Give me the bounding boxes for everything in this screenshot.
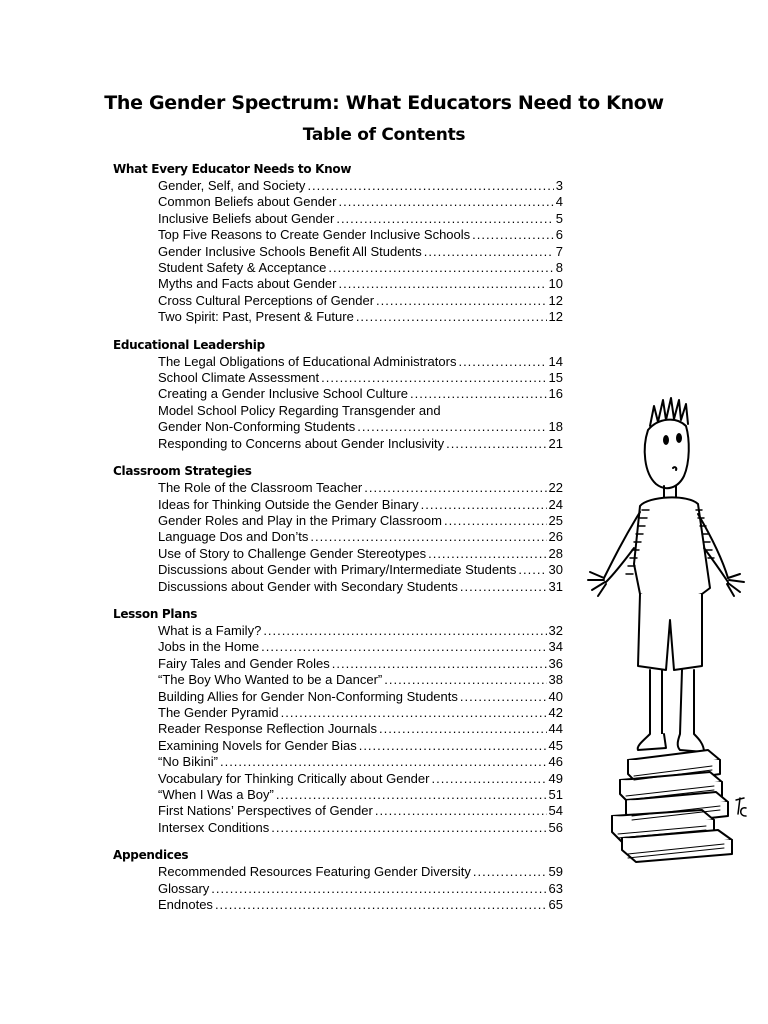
dot-leader bbox=[338, 194, 553, 210]
toc-section bbox=[113, 606, 563, 836]
entry-title: Discussions about Gender with Secondary Students bbox=[158, 578, 458, 594]
entry-page-number: 7 bbox=[555, 243, 563, 259]
entry-title: Glossary bbox=[158, 880, 210, 896]
toc-entry bbox=[158, 864, 563, 880]
entry-page-number: 49 bbox=[548, 770, 563, 786]
toc-entry-line bbox=[158, 672, 563, 688]
dot-leader bbox=[375, 803, 547, 819]
toc-entry bbox=[158, 227, 563, 243]
toc-entry bbox=[158, 803, 563, 819]
dot-leader bbox=[460, 579, 547, 595]
dot-leader bbox=[473, 864, 547, 880]
entry-page-number: 8 bbox=[555, 260, 563, 276]
entry-page-number: 3 bbox=[555, 178, 563, 193]
toc-entry-line bbox=[158, 689, 563, 705]
entry-page-number: 40 bbox=[548, 688, 563, 704]
entry-title: Gender Non-Conforming Students bbox=[158, 419, 356, 435]
toc-entry bbox=[158, 579, 563, 595]
entry-page-number: 56 bbox=[548, 819, 563, 835]
entry-title: Student Safety & Acceptance bbox=[158, 260, 327, 276]
toc-entry bbox=[158, 639, 563, 655]
entry-page-number: 38 bbox=[548, 672, 563, 688]
toc-entry-line bbox=[158, 419, 563, 435]
entry-title: Language Dos and Don’ts bbox=[158, 529, 309, 545]
entry-page-number: 12 bbox=[548, 292, 563, 308]
dot-leader bbox=[446, 436, 546, 452]
toc-entry bbox=[158, 260, 563, 276]
toc-entry bbox=[158, 881, 563, 897]
toc-entry bbox=[158, 480, 563, 496]
toc-entry bbox=[158, 370, 563, 386]
entry-title: Intersex Conditions bbox=[158, 819, 270, 835]
toc-entry-list bbox=[113, 354, 563, 452]
entry-title: Vocabulary for Thinking Critically about Gender bbox=[158, 770, 430, 786]
toc-entry bbox=[158, 276, 563, 292]
dot-leader bbox=[359, 738, 547, 754]
toc-entry-line bbox=[158, 820, 563, 836]
page-subtitle: Table of Contents bbox=[302, 125, 466, 145]
toc-entry bbox=[158, 211, 563, 227]
dot-leader bbox=[518, 562, 546, 578]
entry-page-number: 44 bbox=[548, 721, 563, 737]
dot-leader bbox=[428, 546, 546, 562]
section-heading: Educational Leadership bbox=[113, 337, 265, 352]
toc-entry bbox=[158, 386, 563, 402]
dot-leader bbox=[357, 419, 546, 435]
entry-page-number: 34 bbox=[548, 639, 563, 655]
entry-title: “No Bikini” bbox=[158, 754, 218, 770]
toc-entry bbox=[158, 672, 563, 688]
toc-entry-line bbox=[158, 881, 563, 897]
entry-title: Examining Novels for Gender Bias bbox=[158, 737, 357, 753]
toc-entry bbox=[158, 194, 563, 210]
toc-entry-line bbox=[158, 497, 563, 513]
entry-title: Jobs in the Home bbox=[158, 639, 260, 655]
toc-entry-line bbox=[158, 309, 563, 325]
toc-entry-line bbox=[158, 803, 563, 819]
toc-entry-line bbox=[158, 354, 563, 370]
toc-entry-list bbox=[113, 178, 563, 326]
dot-leader bbox=[472, 227, 554, 243]
entry-title: Gender Inclusive Schools Benefit All Students bbox=[158, 243, 422, 259]
toc-entry bbox=[158, 771, 563, 787]
dot-leader bbox=[263, 623, 546, 639]
dot-leader bbox=[281, 705, 547, 721]
toc-entry-line bbox=[158, 480, 563, 496]
section-heading: What Every Educator Needs to Know bbox=[113, 162, 352, 176]
toc-entry-line bbox=[158, 787, 563, 803]
dot-leader bbox=[410, 386, 547, 402]
toc-entry-line bbox=[158, 244, 563, 260]
toc-entry bbox=[158, 787, 563, 803]
entry-page-number: 42 bbox=[548, 704, 563, 720]
toc-entry bbox=[158, 656, 563, 672]
toc-entry-line bbox=[158, 864, 563, 880]
entry-title: Gender Roles and Play in the Primary Classroom bbox=[158, 512, 442, 528]
toc-entry-line bbox=[158, 276, 563, 292]
entry-page-number: 15 bbox=[548, 370, 563, 386]
dot-leader bbox=[220, 754, 547, 770]
entry-title: The Legal Obligations of Educational Administrators bbox=[158, 353, 457, 369]
entry-page-number: 31 bbox=[548, 578, 563, 594]
entry-title: What is a Family? bbox=[158, 622, 262, 638]
entry-title: “When I Was a Boy” bbox=[158, 787, 274, 802]
entry-title: “The Boy Who Wanted to be a Dancer” bbox=[158, 672, 383, 688]
dot-leader bbox=[215, 897, 547, 913]
toc-entry-line bbox=[158, 370, 563, 386]
toc-entry-line bbox=[158, 721, 563, 737]
entry-page-number: 14 bbox=[548, 353, 563, 369]
entry-page-number: 22 bbox=[548, 480, 563, 496]
toc-entry-line bbox=[158, 656, 563, 672]
toc-section bbox=[113, 161, 563, 326]
toc-entry bbox=[158, 309, 563, 325]
entry-page-number: 25 bbox=[548, 512, 563, 528]
entry-page-number: 30 bbox=[548, 562, 563, 578]
entry-page-number: 12 bbox=[548, 309, 563, 325]
dot-leader bbox=[332, 656, 547, 672]
entry-title: Reader Response Reflection Journals bbox=[158, 721, 377, 737]
entry-title: Gender, Self, and Society bbox=[158, 178, 306, 193]
toc-entry bbox=[158, 897, 563, 913]
entry-page-number: 63 bbox=[548, 880, 563, 896]
entry-title: Use of Story to Challenge Gender Stereotypes bbox=[158, 545, 427, 561]
toc-entry-line bbox=[158, 403, 563, 419]
entry-page-number: 59 bbox=[548, 864, 563, 880]
entry-page-number: 21 bbox=[548, 435, 563, 451]
toc-entry-line bbox=[158, 436, 563, 452]
toc-entry-list bbox=[113, 623, 563, 836]
toc-entry-line bbox=[158, 546, 563, 562]
toc-section bbox=[113, 337, 563, 452]
toc-entry-line bbox=[158, 227, 563, 243]
entry-page-number: 51 bbox=[548, 787, 563, 802]
toc-entry-line bbox=[158, 639, 563, 655]
section-heading: Lesson Plans bbox=[113, 606, 198, 621]
toc-entry-line bbox=[158, 562, 563, 578]
entry-title: Myths and Facts about Gender bbox=[158, 276, 337, 292]
toc-entry-line bbox=[158, 771, 563, 787]
entry-title: Responding to Concerns about Gender Inclusivity bbox=[158, 435, 445, 451]
entry-page-number: 45 bbox=[548, 737, 563, 753]
entry-page-number: 54 bbox=[548, 803, 563, 819]
entry-title: Model School Policy Regarding Transgender and bbox=[158, 402, 441, 418]
dot-leader bbox=[458, 354, 546, 370]
entry-title: Creating a Gender Inclusive School Culture bbox=[158, 386, 409, 402]
entry-page-number: 5 bbox=[555, 210, 563, 226]
toc-entry bbox=[158, 403, 563, 436]
entry-page-number: 36 bbox=[548, 655, 563, 671]
dot-leader bbox=[321, 370, 546, 386]
dot-leader bbox=[421, 497, 547, 513]
entry-title: The Role of the Classroom Teacher bbox=[158, 480, 363, 496]
entry-page-number: 18 bbox=[548, 419, 563, 435]
toc-entry-line bbox=[158, 623, 563, 639]
dot-leader bbox=[364, 480, 546, 496]
dot-leader bbox=[211, 881, 546, 897]
toc-entry bbox=[158, 820, 563, 836]
entry-page-number: 26 bbox=[548, 529, 563, 545]
dot-leader bbox=[460, 689, 547, 705]
toc-section bbox=[113, 847, 563, 913]
toc-entry bbox=[158, 623, 563, 639]
entry-title: Recommended Resources Featuring Gender Diversity bbox=[158, 864, 471, 880]
dot-leader bbox=[431, 771, 546, 787]
toc-entry-line bbox=[158, 211, 563, 227]
dot-leader bbox=[336, 211, 553, 227]
table-of-contents bbox=[113, 161, 563, 924]
dot-leader bbox=[384, 672, 546, 688]
toc-entry-line bbox=[158, 705, 563, 721]
dot-leader bbox=[271, 820, 546, 836]
entry-title: Building Allies for Gender Non-Conforming Students bbox=[158, 688, 458, 704]
entry-page-number: 16 bbox=[548, 386, 563, 402]
toc-entry bbox=[158, 178, 563, 194]
toc-entry bbox=[158, 546, 563, 562]
entry-title: The Gender Pyramid bbox=[158, 704, 279, 720]
toc-entry bbox=[158, 705, 563, 721]
entry-title: Discussions about Gender with Primary/Intermediate Students bbox=[158, 562, 517, 578]
dot-leader bbox=[338, 276, 546, 292]
child-standing-on-books-illustration bbox=[578, 388, 748, 868]
illustrator-signature bbox=[736, 798, 746, 816]
toc-entry-line bbox=[158, 293, 563, 309]
toc-entry bbox=[158, 244, 563, 260]
toc-entry-line bbox=[158, 529, 563, 545]
entry-page-number: 24 bbox=[548, 496, 563, 512]
toc-entry bbox=[158, 562, 563, 578]
entry-title: Ideas for Thinking Outside the Gender Binary bbox=[158, 496, 419, 512]
toc-entry-line bbox=[158, 194, 563, 210]
dot-leader bbox=[276, 787, 547, 803]
dot-leader bbox=[444, 513, 547, 529]
toc-entry bbox=[158, 738, 563, 754]
toc-entry-line bbox=[158, 897, 563, 913]
dot-leader bbox=[310, 529, 546, 545]
entry-title: Cross Cultural Perceptions of Gender bbox=[158, 292, 375, 308]
dot-leader bbox=[307, 178, 553, 194]
dot-leader bbox=[379, 721, 547, 737]
entry-page-number: 4 bbox=[555, 194, 563, 210]
page-title: The Gender Spectrum: What Educators Need to Know bbox=[104, 92, 664, 114]
toc-entry-line bbox=[158, 260, 563, 276]
entry-page-number: 32 bbox=[548, 622, 563, 638]
toc-entry bbox=[158, 497, 563, 513]
entry-title: First Nations’ Perspectives of Gender bbox=[158, 803, 373, 819]
entry-page-number: 65 bbox=[548, 897, 563, 913]
entry-page-number: 28 bbox=[548, 545, 563, 561]
toc-entry bbox=[158, 529, 563, 545]
toc-entry-line bbox=[158, 386, 563, 402]
toc-entry bbox=[158, 689, 563, 705]
toc-entry-list bbox=[113, 480, 563, 595]
entry-title: Top Five Reasons to Create Gender Inclusive Schools bbox=[158, 227, 471, 243]
entry-page-number: 46 bbox=[548, 754, 563, 770]
toc-entry bbox=[158, 354, 563, 370]
dot-leader bbox=[424, 244, 554, 260]
toc-section bbox=[113, 463, 563, 595]
entry-title: Fairy Tales and Gender Roles bbox=[158, 655, 330, 671]
dot-leader bbox=[328, 260, 553, 276]
toc-entry-line bbox=[158, 738, 563, 754]
entry-page-number: 6 bbox=[555, 227, 563, 243]
entry-title: Endnotes bbox=[158, 897, 213, 913]
dot-leader bbox=[376, 293, 546, 309]
section-heading: Appendices bbox=[113, 848, 189, 863]
toc-entry-line bbox=[158, 754, 563, 770]
toc-entry bbox=[158, 754, 563, 770]
section-heading: Classroom Strategies bbox=[113, 464, 252, 479]
toc-entry-line bbox=[158, 513, 563, 529]
toc-entry-list bbox=[113, 864, 563, 913]
dot-leader bbox=[261, 639, 546, 655]
entry-page-number: 10 bbox=[548, 276, 563, 292]
toc-entry bbox=[158, 513, 563, 529]
entry-title: School Climate Assessment bbox=[158, 370, 320, 386]
entry-title: Inclusive Beliefs about Gender bbox=[158, 210, 335, 226]
toc-entry-line bbox=[158, 579, 563, 595]
toc-entry-line bbox=[158, 178, 563, 194]
entry-title: Two Spirit: Past, Present & Future bbox=[158, 309, 354, 325]
entry-title: Common Beliefs about Gender bbox=[158, 194, 337, 210]
toc-entry bbox=[158, 293, 563, 309]
toc-entry bbox=[158, 721, 563, 737]
toc-entry bbox=[158, 436, 563, 452]
dot-leader bbox=[356, 309, 547, 325]
